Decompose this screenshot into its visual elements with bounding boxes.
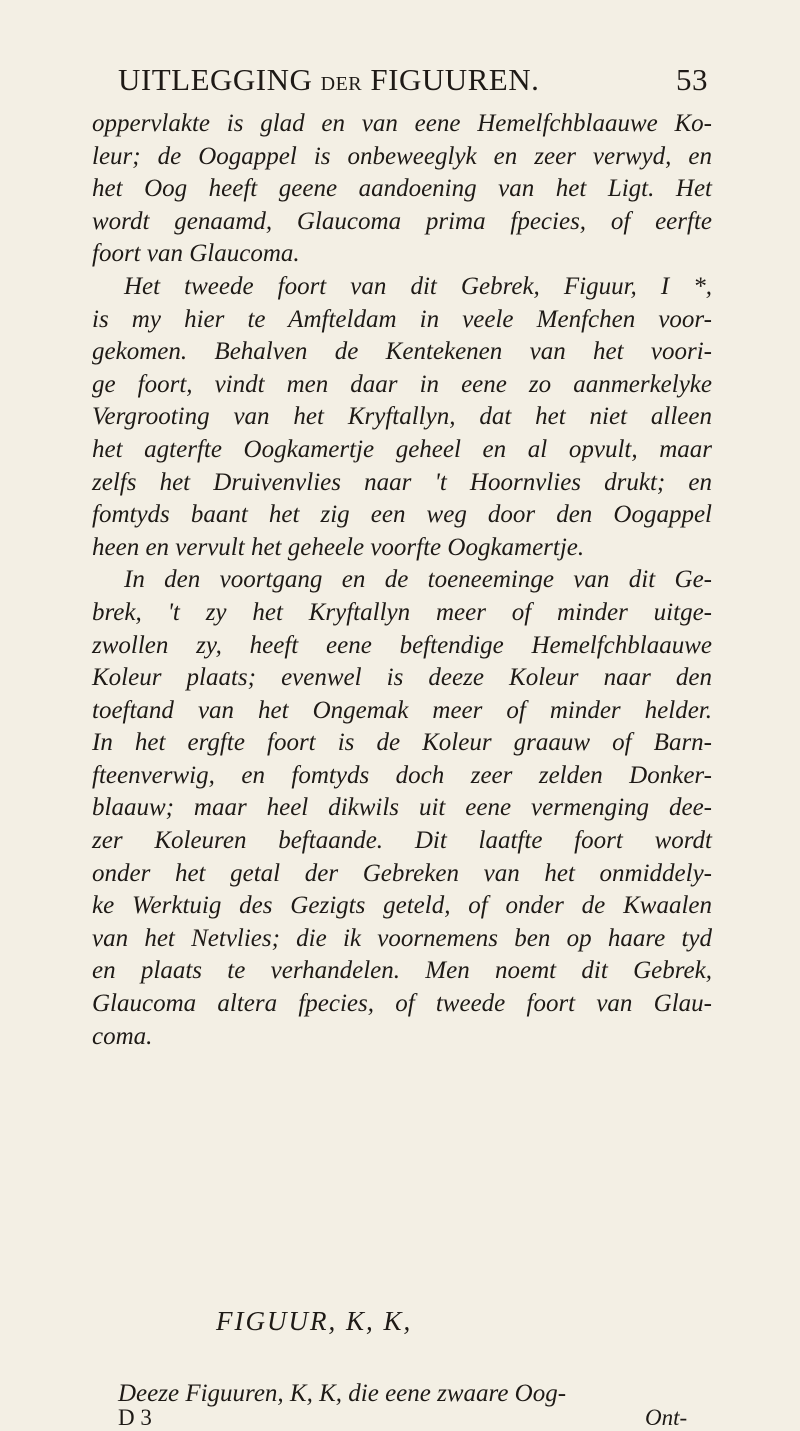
- text-line: fteenverwig, en fomtyds doch zeer zelden Donker-: [92, 761, 712, 789]
- text-line: Koleur plaats; evenwel is deeze Koleur naar den: [92, 664, 712, 692]
- text-line: In den voortgang en de toeneeminge van dit Ge-: [124, 566, 712, 594]
- running-title: [118, 62, 539, 98]
- figure-heading: FIGUUR, K, K,: [216, 1306, 413, 1336]
- page-number: 53: [676, 62, 708, 97]
- title-part-2: FIGUUREN.: [362, 62, 540, 97]
- text-line: heen en vervult het geheele voorfte Oogkamertje.: [92, 533, 585, 561]
- text-line: Glaucoma altera fpecies, of tweede foort van Glau-: [92, 990, 712, 1018]
- text-line: oppervlakte is glad en van eene Hemelfchblaauwe Ko-: [92, 110, 712, 137]
- text-line: zer Koleuren beftaande. Dit laatfte foort wordt: [92, 827, 712, 855]
- text-line: Vergrooting van het Kryftallyn, dat het niet alleen: [92, 403, 712, 431]
- text-line: toeftand van het Ongemak meer of minder helder.: [92, 696, 712, 724]
- text-line: ge foort, vindt men daar in eene zo aanmerkelyke: [92, 370, 712, 398]
- text-line: ke Werktuig des Gezigts geteld, of onder de Kwaalen: [92, 892, 712, 920]
- title-part-1: UITLEGGING: [118, 62, 321, 97]
- text-line: gekomen. Behalven de Kentekenen van het voori-: [92, 338, 712, 366]
- text-line: Het tweede foort van dit Gebrek, Figuur, I *,: [124, 272, 712, 300]
- text-line: coma.: [92, 1022, 153, 1050]
- running-header: [118, 62, 708, 98]
- text-line: Deeze Figuuren, K, K, die eene zwaare Oog-: [118, 1380, 567, 1407]
- text-line: het agterfte Oogkamertje geheel en al opvult, maar: [92, 435, 712, 463]
- catchword: Ont-: [645, 1405, 688, 1430]
- body-text: [92, 108, 712, 1053]
- text-line: wordt genaamd, Glaucoma prima fpecies, of eerfte: [92, 207, 712, 235]
- text-line: en plaats te verhandelen. Men noemt dit Gebrek,: [92, 957, 712, 985]
- text-line: is my hier te Amfteldam in veele Menfchen voor-: [92, 305, 712, 333]
- text-line: leur; de Oogappel is onbeweeglyk en zeer verwyd, en: [92, 142, 712, 170]
- text-line: het Oog heeft geene aandoening van het Ligt. Het: [92, 175, 712, 203]
- text-line: brek, 't zy het Kryftallyn meer of minder uitge-: [92, 598, 712, 626]
- text-line: zwollen zy, heeft eene beftendige Hemelfchblaauwe: [92, 631, 712, 659]
- text-line: van het Netvlies; die ik voornemens ben op haare tyd: [92, 924, 712, 952]
- text-line: foort van Glaucoma.: [92, 240, 300, 268]
- title-der: DER: [320, 73, 363, 95]
- text-line: In het ergfte foort is de Koleur graauw of Barn-: [92, 729, 712, 757]
- text-line: zelfs het Druivenvlies naar 't Hoornvlies drukt; en: [92, 468, 712, 496]
- text-line: onder het getal der Gebreken van het onmiddely-: [92, 859, 712, 887]
- text-line: blaauw; maar heel dikwils uit eene vermenging dee-: [92, 794, 712, 822]
- signature-mark: D 3: [118, 1405, 152, 1430]
- text-line: fomtyds baant het zig een weg door den Oogappel: [92, 501, 712, 529]
